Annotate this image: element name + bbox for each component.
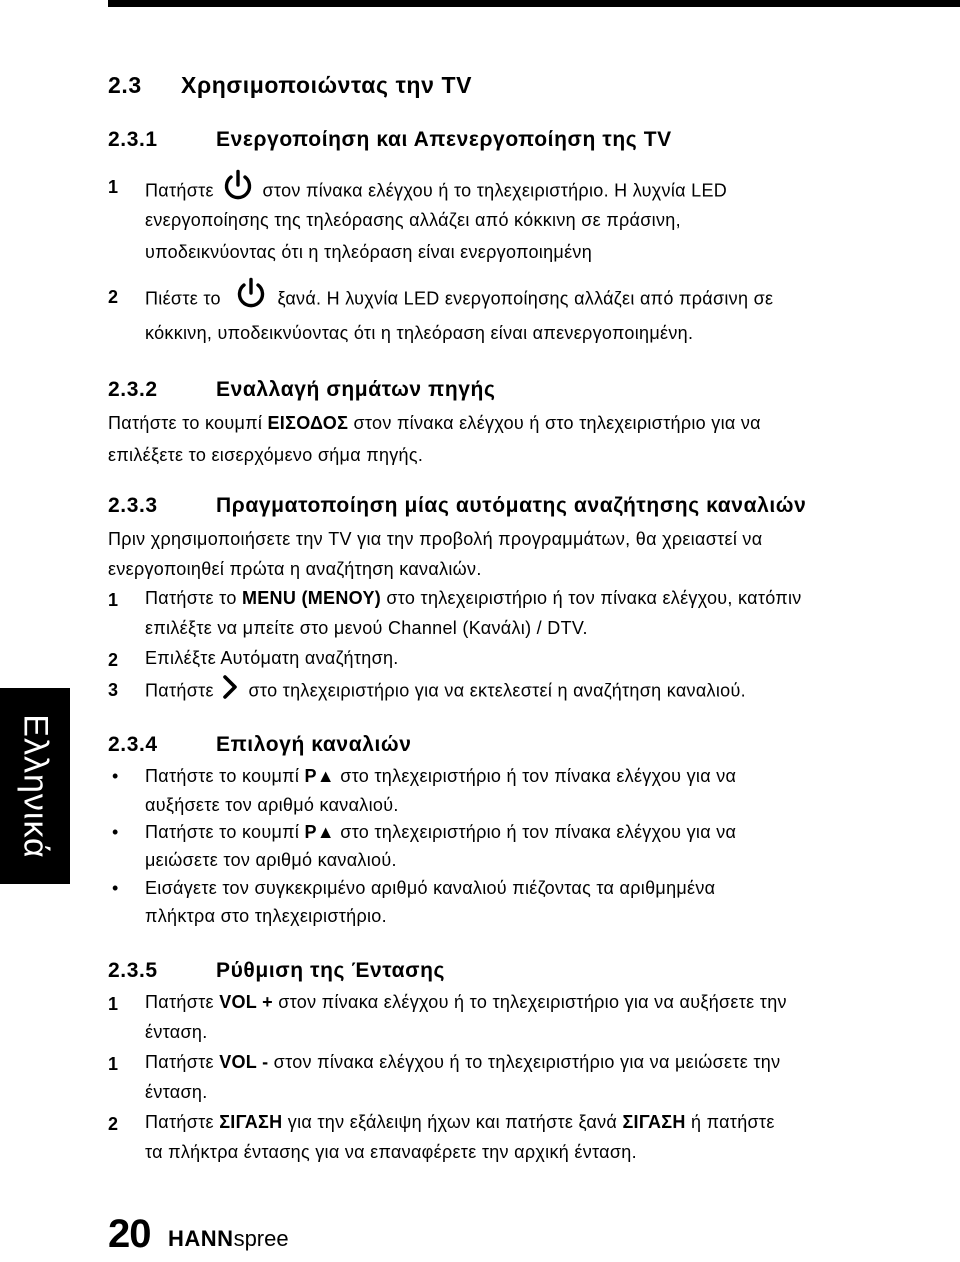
section-2-3-2-title: Εναλλαγή σημάτων πηγής: [216, 378, 496, 401]
text-run: στο τηλεχειριστήριο ή τον πίνακα ελέγχου για να: [340, 766, 737, 786]
step-text-line: επιλέξτε να μπείτε στο μενού Channel (Κανάλι) / DTV.: [145, 618, 588, 638]
text-run: στο τηλεχειριστήριο για να εκτελεστεί η αναζήτηση καναλιού.: [248, 680, 746, 701]
step-text: [145, 283, 773, 316]
bullet-mark: •: [112, 878, 119, 898]
language-side-tab: [0, 688, 70, 884]
section-2-3-2-number: 2.3.2: [108, 378, 158, 401]
step-text: [145, 1052, 780, 1073]
text-run: στον πίνακα ελέγχου ή το τηλεχειριστήριο για να αυξήσετε την: [278, 992, 787, 1012]
bullet-mark: •: [112, 822, 119, 842]
step-text: [145, 588, 802, 609]
step-text-line: ένταση.: [145, 1022, 208, 1042]
text-run: Πατήστε το κουμπί: [145, 822, 300, 842]
text-run: Πατήστε: [145, 1112, 214, 1132]
brand-logo-part: HANN: [168, 1226, 234, 1251]
step-text: [145, 992, 787, 1013]
bullet-mark: •: [112, 766, 119, 786]
text-run: στον πίνακα ελέγχου ή στο τηλεχειριστήριο για να: [353, 413, 761, 433]
step-text: [145, 175, 727, 208]
section-2-3-3-title: Πραγματοποίηση μίας αυτόματης αναζήτησης καναλιών: [216, 494, 807, 517]
section-2-3-number: 2.3: [108, 72, 142, 98]
text-run: Πατήστε το κουμπί: [145, 766, 300, 786]
text-run: Πατήστε το κουμπί: [108, 413, 263, 433]
power-icon: [221, 169, 255, 208]
step-number: 1: [108, 1054, 119, 1074]
section-2-3-5-title: Ρύθμιση της Έντασης: [216, 959, 446, 982]
p-key-label: P▲: [304, 822, 335, 842]
top-rule: [108, 0, 960, 7]
power-icon: [234, 277, 268, 316]
chevron-right-icon: [221, 674, 239, 705]
step-text-b: ξανά. Η λυχνία LED ενεργοποίησης αλλάζει από πράσινη σε: [277, 288, 774, 309]
text-run: στον πίνακα ελέγχου ή το τηλεχειριστήριο για να μειώσετε την: [273, 1052, 781, 1072]
text-run: Πατήστε: [145, 1052, 214, 1072]
vol-up-key-label: VOL +: [219, 992, 273, 1012]
text-run: στο τηλεχειριστήριο ή τον πίνακα ελέγχου, κατόπιν: [386, 588, 802, 608]
step-number: 3: [108, 680, 119, 700]
step-number: 2: [108, 1114, 119, 1134]
step-number: 2: [108, 650, 119, 670]
step-number: 1: [108, 994, 119, 1014]
text-run: Πατήστε το: [145, 588, 237, 608]
section-2-3-1-number: 2.3.1: [108, 128, 158, 151]
mute-key-label: ΣΙΓΑΣΗ: [219, 1112, 283, 1132]
text-run: στο τηλεχειριστήριο ή τον πίνακα ελέγχου για να: [340, 822, 737, 842]
step-text-b: στον πίνακα ελέγχου ή το τηλεχειριστήριο. Η λυχνία LED: [262, 180, 728, 201]
p-key-label: P▲: [304, 766, 335, 786]
step-text: [145, 678, 746, 705]
vol-down-key-label: VOL -: [219, 1052, 269, 1072]
section-2-3-5-number: 2.3.5: [108, 959, 158, 982]
section-2-3-title: Χρησιμοποιώντας την TV: [181, 72, 473, 98]
paragraph-line: ενεργοποιηθεί πρώτα η αναζήτηση καναλιών.: [108, 559, 482, 579]
paragraph: [108, 413, 761, 434]
step-text-a: Πιέστε το: [145, 288, 221, 309]
step-number: 1: [108, 177, 119, 197]
menu-key-label: MENU (ΜΕΝΟΥ): [241, 588, 382, 608]
section-2-3-1-title: Ενεργοποίηση και Απενεργοποίηση της TV: [216, 128, 672, 151]
text-run: Πατήστε: [145, 680, 214, 701]
text-run: Πατήστε: [145, 992, 214, 1012]
input-key-label: ΕΙΣΟΔΟΣ: [267, 413, 349, 433]
step-text-line: κόκκινη, υποδεικνύοντας ότι η τηλεόραση είναι απενεργοποιημένη.: [145, 323, 694, 343]
mute-key-label: ΣΙΓΑΣΗ: [622, 1112, 686, 1132]
step-text-line: ενεργοποίησης της τηλεόρασης αλλάζει από κόκκινη σε πράσινη,: [145, 210, 681, 230]
step-text: [145, 1112, 775, 1133]
text-run: για την εξάλειψη ήχων και πατήστε ξανά: [287, 1112, 618, 1132]
text-run: ή πατήστε: [691, 1112, 775, 1132]
section-2-3-4-title: Επιλογή καναλιών: [216, 733, 412, 756]
section-2-3-4-number: 2.3.4: [108, 733, 158, 756]
step-number: 2: [108, 287, 119, 307]
step-text: Επιλέξτε Αυτόματη αναζήτηση.: [145, 648, 399, 668]
bullet-text: [145, 766, 736, 787]
paragraph-line: Πριν χρησιμοποιήσετε την TV για την προβολή προγραμμάτων, θα χρειαστεί να: [108, 529, 763, 549]
paragraph-line: επιλέξετε το εισερχόμενο σήμα πηγής.: [108, 445, 424, 465]
page-number: 20: [108, 1212, 151, 1256]
step-text-line: υποδεικνύοντας ότι η τηλεόραση είναι ενεργοποιημένη: [145, 242, 593, 262]
language-tab-label: Ελληνικά: [16, 713, 55, 859]
brand-logo: [168, 1226, 289, 1252]
bullet-text-line: αυξήσετε τον αριθμό καναλιού.: [145, 795, 399, 815]
step-text-line: ένταση.: [145, 1082, 208, 1102]
bullet-text-line: μειώσετε τον αριθμό καναλιού.: [145, 850, 397, 870]
bullet-text-line: πλήκτρα στο τηλεχειριστήριο.: [145, 906, 387, 926]
step-text-a: Πατήστε: [145, 180, 214, 201]
section-2-3-3-number: 2.3.3: [108, 494, 158, 517]
step-text-line: τα πλήκτρα έντασης για να επαναφέρετε την αρχική ένταση.: [145, 1142, 637, 1162]
step-number: 1: [108, 590, 119, 610]
brand-logo-part: spree: [233, 1226, 289, 1251]
bullet-text: Εισάγετε τον συγκεκριμένο αριθμό καναλιού πιέζοντας τα αριθμημένα: [145, 878, 716, 898]
bullet-text: [145, 822, 736, 843]
